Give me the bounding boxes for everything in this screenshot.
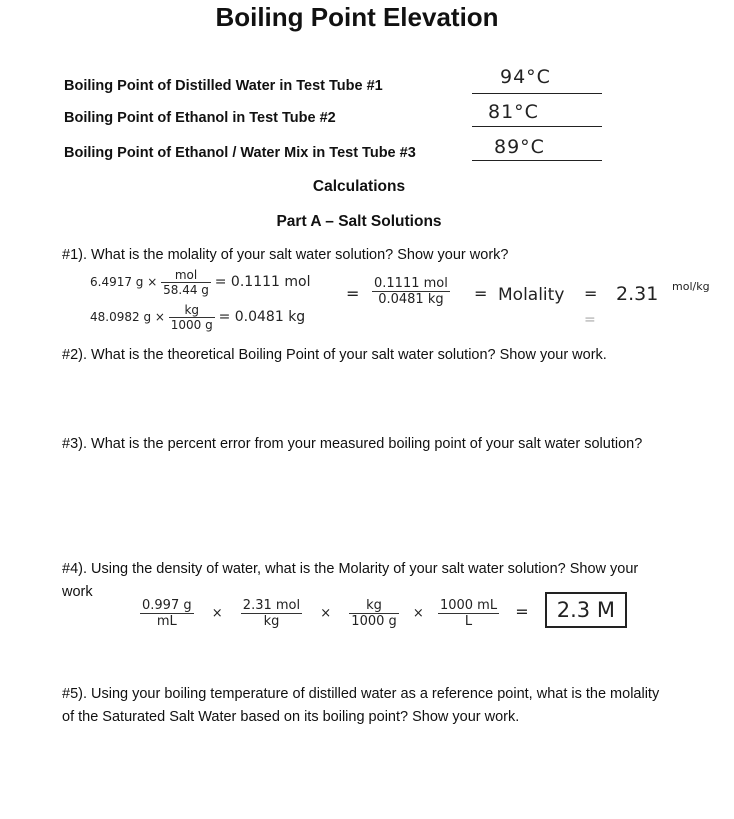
q4-equals: = bbox=[515, 602, 529, 621]
q1-work-line1 bbox=[90, 268, 310, 297]
answer-line bbox=[472, 160, 602, 161]
part-a-heading: Part A – Salt Solutions bbox=[276, 213, 442, 230]
q1-equals-1: = bbox=[346, 284, 360, 303]
q4-density-fraction: $\frac{0.997 g}{mL}$ bbox=[142, 598, 192, 629]
answer-line bbox=[472, 126, 602, 127]
bp-label-ethanol: Boiling Point of Ethanol in Test Tube #2 bbox=[64, 110, 336, 126]
q4-ml-fraction: $\frac{1000 mL}{L}$ bbox=[439, 598, 498, 629]
q4-times-1: × bbox=[211, 606, 223, 621]
q1-kg-conversion-fraction: $\frac{kg}{1000 g}$ bbox=[170, 303, 213, 332]
q1-moles-result: = 0.1111 mol bbox=[214, 274, 311, 290]
q1-equals-3: = bbox=[584, 284, 598, 303]
bp-value-ethanol: 81°C bbox=[488, 101, 539, 123]
calculations-heading: Calculations bbox=[312, 178, 406, 195]
page-title: Boiling Point Elevation bbox=[215, 2, 499, 32]
q4-kg-fraction: $\frac{kg}{1000 g}$ bbox=[351, 598, 397, 629]
q1-ratio-fraction: $\frac{\text{0.1111 mol}}{0.0481 kg}$ bbox=[374, 276, 448, 307]
bp-label-mix: Boiling Point of Ethanol / Water Mix in Test Tube #3 bbox=[64, 145, 416, 161]
q1-kg-result: = 0.0481 kg bbox=[218, 309, 306, 325]
q1-mass-water: 48.0982 g × bbox=[90, 310, 165, 324]
q4-answer-box: 2.3 M bbox=[545, 592, 627, 628]
question-1: #1). What is the molality of your salt water solution? Show your work? bbox=[62, 247, 509, 263]
question-5: #5). Using your boiling temperature of distilled water as a reference point, what is the molality of the Saturated Salt Water based on its boiling point? Show your work. bbox=[62, 686, 660, 725]
q1-mass-salt: 6.4917 g × bbox=[90, 275, 158, 289]
bp-label-water: Boiling Point of Distilled Water in Test Tube #1 bbox=[64, 78, 383, 94]
q1-molality-value: 2.31 bbox=[616, 283, 659, 305]
q4-times-3: × bbox=[412, 606, 424, 621]
answer-line bbox=[472, 93, 602, 94]
q1-molar-mass-fraction: $\frac{\text{mol}}{58.44 g}$ bbox=[163, 268, 209, 297]
q4-work bbox=[140, 598, 627, 629]
bp-value-mix: 89°C bbox=[494, 136, 545, 158]
q1-molality-label: Molality bbox=[498, 285, 565, 305]
q4-times-2: × bbox=[320, 606, 332, 621]
q1-equals-2: = bbox=[474, 284, 488, 303]
question-2: #2). What is the theoretical Boiling Point of your salt water solution? Show your work. bbox=[62, 347, 607, 363]
q4-molality-fraction: $\frac{\text{2.31 mol}}{kg}$ bbox=[242, 598, 301, 629]
q1-work-line2 bbox=[90, 303, 305, 332]
q1-molality-unit: mol/kg bbox=[672, 280, 710, 293]
bp-value-water: 94°C bbox=[500, 66, 551, 88]
q1-equals-4: = bbox=[584, 312, 596, 328]
question-3: #3). What is the percent error from your measured boiling point of your salt water solution? bbox=[62, 436, 643, 452]
question-4: #4). Using the density of water, what is the Molarity of your salt water solution? Show your work bbox=[62, 561, 639, 600]
